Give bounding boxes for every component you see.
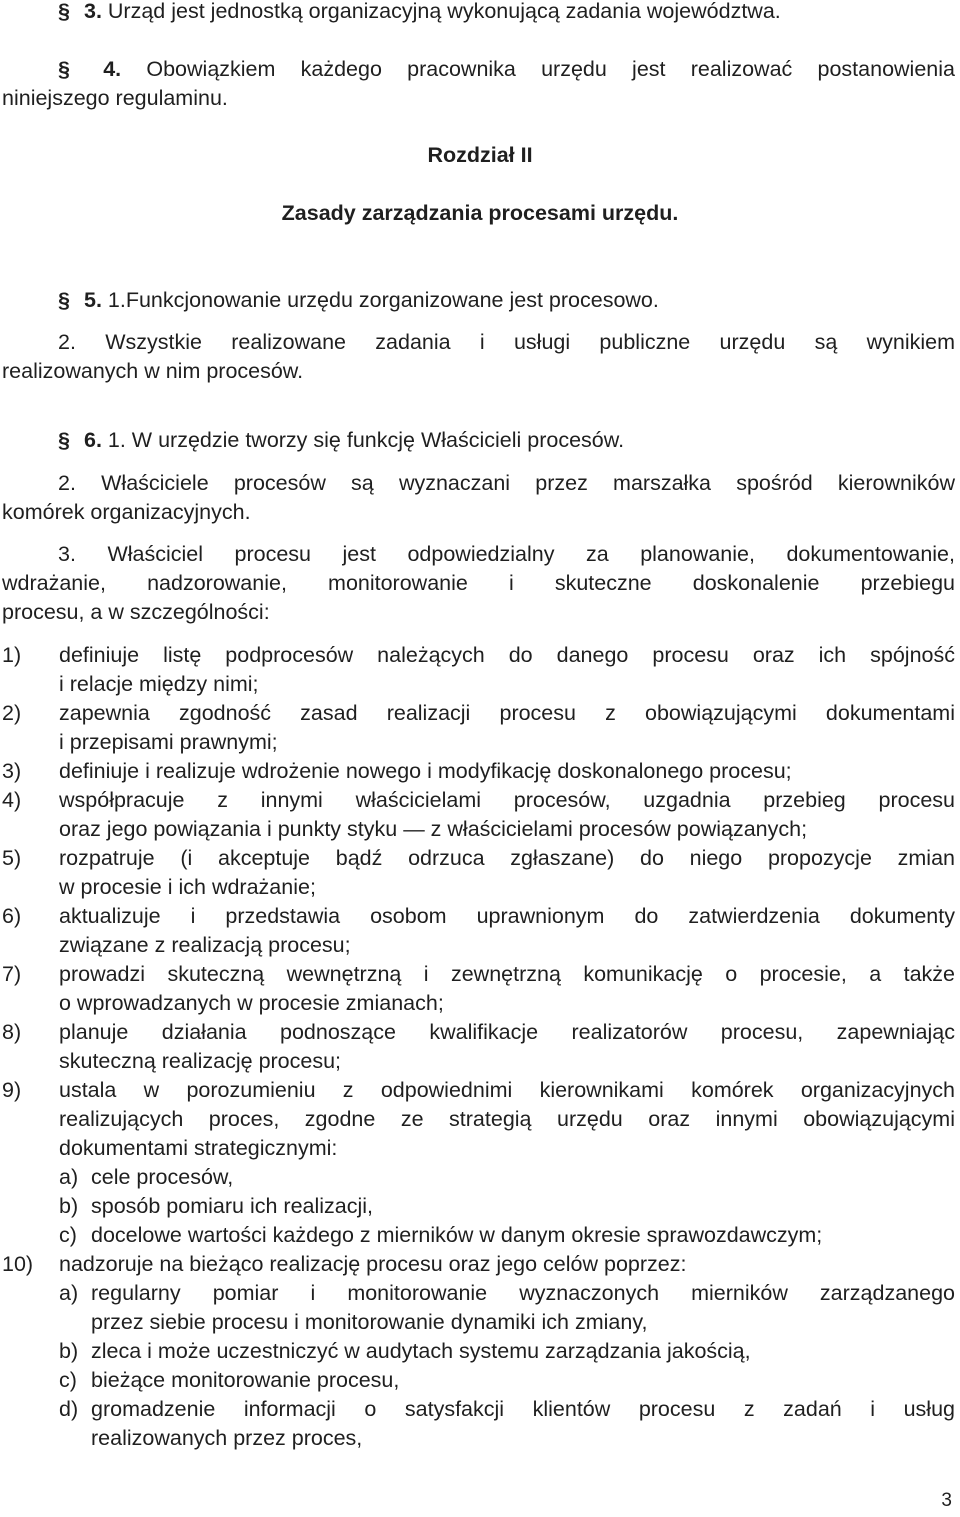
list-item-line: związane z realizacją procesu; (59, 933, 351, 957)
section-sign: § (58, 428, 70, 452)
list-number: 2) (2, 701, 22, 725)
list-item-line: skuteczną realizację procesu; (59, 1049, 342, 1073)
list-number: 4) (2, 788, 22, 812)
sub-item: realizowanych przez proces, (91, 1426, 363, 1450)
paragraph-text: 1. W urzędzie tworzy się funkcję Właścicieli procesów. (107, 428, 625, 452)
sub-item: zleca i może uczestniczyć w audytach systemu zarządzania jakością, (91, 1339, 751, 1363)
sub-item: cele procesów, (91, 1165, 234, 1189)
paragraph-6-point2-line2: komórek organizacyjnych. (2, 500, 251, 524)
paragraph-number: 6. (83, 428, 102, 452)
sub-letter: a) (59, 1281, 79, 1305)
sub-letter: c) (59, 1368, 77, 1392)
sub-letter: b) (59, 1339, 79, 1363)
paragraph-6-line1 (58, 426, 624, 455)
list-item-line: o wprowadzanych w procesie zmianach; (59, 991, 444, 1015)
list-item-line: rozpatruje (i akceptuje bądź odrzuca zgłaszane) do niego propozycje zmian (59, 846, 955, 870)
section-sign: § (58, 57, 70, 81)
sub-item: docelowe wartości każdego z mierników w danym okresie sprawozdawczym; (91, 1223, 823, 1247)
paragraph-3 (58, 0, 781, 26)
sub-item: sposób pomiaru ich realizacji, (91, 1194, 374, 1218)
list-number: 9) (2, 1078, 22, 1102)
sub-item: przez siebie procesu i monitorowanie dynamiki ich zmiany, (91, 1310, 648, 1334)
paragraph-text: Obowiązkiem każdego pracownika urzędu jest realizować postanowienia (146, 57, 955, 81)
sub-letter: a) (59, 1165, 79, 1189)
paragraph-6-point3-line3: procesu, a w szczególności: (2, 600, 270, 624)
paragraph-5-point2-line1: 2. Wszystkie realizowane zadania i usługi publiczne urzędu są wynikiem (58, 330, 955, 354)
paragraph-number: 4. (103, 57, 122, 81)
paragraph-5-point2-line2: realizowanych w nim procesów. (2, 359, 304, 383)
paragraph-number: 3. (83, 0, 102, 23)
paragraph-text: 1.Funkcjonowanie urzędu zorganizowane jest procesowo. (107, 288, 659, 312)
paragraph-5-line1 (58, 286, 659, 315)
sub-item: gromadzenie informacji o satysfakcji klientów procesu z zadań i usług (91, 1397, 955, 1421)
paragraph-6-point3-line2: wdrażanie, nadzorowanie, monitorowanie i skuteczne doskonalenie przebiegu (2, 571, 955, 595)
list-number: 7) (2, 962, 22, 986)
list-number: 1) (2, 643, 22, 667)
list-number: 8) (2, 1020, 22, 1044)
list-item-line: dokumentami strategicznymi: (59, 1136, 338, 1160)
page-number: 3 (941, 1490, 952, 1511)
list-item-line: realizujących proces, zgodne ze strategią urzędu oraz innymi obowiązującymi (59, 1107, 955, 1131)
sub-item: bieżące monitorowanie procesu, (91, 1368, 400, 1392)
paragraph-6-point2-line1: 2. Właściciele procesów są wyznaczani przez marszałka spośród kierowników (58, 471, 955, 495)
paragraph-6-point3-line1: 3. Właściciel procesu jest odpowiedzialny za planowanie, dokumentowanie, (58, 542, 955, 566)
list-item-line: i przepisami prawnymi; (59, 730, 278, 754)
paragraph-4-line2: niniejszego regulaminu. (2, 86, 228, 110)
paragraph-4-line1 (58, 55, 955, 84)
list-number: 5) (2, 846, 22, 870)
list-number: 10) (2, 1252, 34, 1276)
list-item-line: planuje działania podnoszące kwalifikacje realizatorów procesu, zapewniając (59, 1020, 955, 1044)
list-item-line: zapewnia zgodność zasad realizacji procesu z obowiązującymi dokumentami (59, 701, 955, 725)
list-item-line: w procesie i ich wdrażanie; (59, 875, 316, 899)
chapter-subtitle: Zasady zarządzania procesami urzędu. (281, 201, 679, 225)
list-item-line: i relacje między nimi; (59, 672, 259, 696)
list-item-line: oraz jego powiązania i punkty styku — z właścicielami procesów powiązanych; (59, 817, 808, 841)
list-item-line: definiuje i realizuje wdrożenie nowego i modyfikację doskonalonego procesu; (59, 759, 792, 783)
sub-item: regularny pomiar i monitorowanie wyznaczonych mierników zarządzanego (91, 1281, 955, 1305)
paragraph-number: 5. (83, 288, 102, 312)
list-item-line: prowadzi skuteczną wewnętrzną i zewnętrzną komunikację o procesie, a także (59, 962, 955, 986)
sub-letter: d) (59, 1397, 79, 1421)
list-item-line: ustala w porozumieniu z odpowiednimi kierownikami komórek organizacyjnych (59, 1078, 955, 1102)
section-sign: § (58, 0, 70, 23)
chapter-title: Rozdział II (427, 143, 533, 167)
list-number: 6) (2, 904, 22, 928)
list-number: 3) (2, 759, 22, 783)
list-item-line: współpracuje z innymi właścicielami procesów, uzgadnia przebieg procesu (59, 788, 955, 812)
paragraph-text: Urząd jest jednostką organizacyjną wykonującą zadania województwa. (107, 0, 781, 23)
list-item-line: aktualizuje i przedstawia osobom uprawnionym do zatwierdzenia dokumenty (59, 904, 955, 928)
sub-letter: b) (59, 1194, 79, 1218)
list-item-line: nadzoruje na bieżąco realizację procesu oraz jego celów poprzez: (59, 1252, 687, 1276)
list-item-line: definiuje listę podprocesów należących do danego procesu oraz ich spójność (59, 643, 955, 667)
section-sign: § (58, 288, 70, 312)
sub-letter: c) (59, 1223, 77, 1247)
